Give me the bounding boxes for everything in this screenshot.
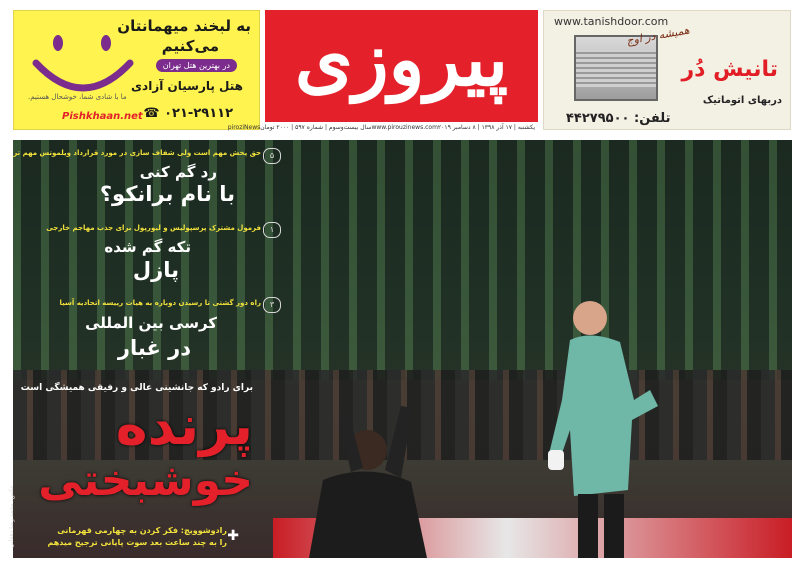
ad-right-subtitle: دربهای اتوماتیک xyxy=(702,95,782,106)
dateline-bar xyxy=(227,122,538,132)
headline-column xyxy=(13,140,283,558)
newspaper-logo[interactable]: پیروزی xyxy=(294,17,509,103)
hero-headline[interactable]: پرنده xyxy=(115,394,253,457)
garage-door-icon xyxy=(574,35,658,101)
ad-left-headline: به لبخند میهمانتان xyxy=(117,17,251,35)
footer-quote-line-2: را به چند ساعت بعد سوت پایانی ترجیح میدهم xyxy=(47,538,227,547)
story-3-kicker: راه دور گشتی تا رسیدن دوباره به هیات رییسه اتحادیه آسیا xyxy=(59,299,261,307)
door-advertisement xyxy=(543,10,791,130)
story-1-page-badge: ۵ xyxy=(263,148,281,164)
ad-right-brand-name: تانیش دُر xyxy=(681,57,778,82)
website-link[interactable]: www.pirouzinews.com xyxy=(371,123,438,131)
ad-left-headline-2: می‌کنیم xyxy=(161,37,219,55)
issue-info: سال بیست‌وسوم | شماره ۵۹۷ | ۲۰۰۰ تومان xyxy=(260,123,372,131)
ad-right-website[interactable]: www.tanishdoor.com xyxy=(554,15,669,28)
social-handle[interactable]: piroziNews xyxy=(227,123,261,131)
ad-left-pill: در بهترین هتل تهران xyxy=(156,59,237,72)
hero-headline-2[interactable]: خوشبختی xyxy=(38,455,253,506)
photo-credit: عکس: محمد رضا دهقانی xyxy=(8,484,15,548)
goalkeeper-figure xyxy=(540,290,660,558)
story-3-page-badge: ۳ xyxy=(263,297,281,313)
story-2-headline[interactable]: تکه گم شده xyxy=(104,238,191,256)
ad-left-hotel-name: هتل پارسیان آزادی xyxy=(131,79,243,93)
footer-quote-line-1: رادوشوویچ: فکر کردن به چهارمی قهرمانی xyxy=(57,526,227,535)
date-text: یکشنبه | ۱۷ آذر ۱۳۹۸ | ۸ دسامبر ۲۰۱۹ xyxy=(437,123,535,131)
story-3-headline[interactable]: کرسی بین المللی xyxy=(85,314,217,332)
story-2-page-badge: ۱ xyxy=(263,222,281,238)
ad-left-phone: ۰۲۱-۲۹۱۱۲ ☎ xyxy=(143,106,233,121)
story-1-kicker: حق پخش مهم است ولی شفاف سازی در مورد قرارداد ویلموتس مهم تر xyxy=(13,149,261,157)
ad-right-phone: تلفن: ۴۴۲۷۹۵۰۰ xyxy=(566,111,671,126)
story-2-headline-2[interactable]: پازل xyxy=(132,258,179,282)
newspaper-masthead xyxy=(265,10,538,122)
watermark-brand[interactable]: Pishkhaan.net xyxy=(62,111,143,122)
ad-left-tagline: ما با شادی شما، خوشحال هستیم. xyxy=(28,93,127,101)
hero-kicker: برای رادو که جانشینی عالی و رفیقی همیشگی است xyxy=(20,383,253,393)
story-1-headline-2[interactable]: با نام برانکو؟ xyxy=(99,182,235,206)
story-3-headline-2[interactable]: در غبار xyxy=(117,336,191,360)
story-2-kicker: فرمول مشترک پرسپولیس و لیورپول برای جذب مهاجم خارجی xyxy=(46,224,261,232)
plus-icon: ✚ xyxy=(227,528,239,544)
ad-right-slogan: همیشه در اوج xyxy=(625,23,691,48)
story-1-headline[interactable]: رد گم کنی xyxy=(139,163,217,181)
hotel-advertisement xyxy=(13,10,260,130)
cheering-man-figure xyxy=(289,398,439,558)
